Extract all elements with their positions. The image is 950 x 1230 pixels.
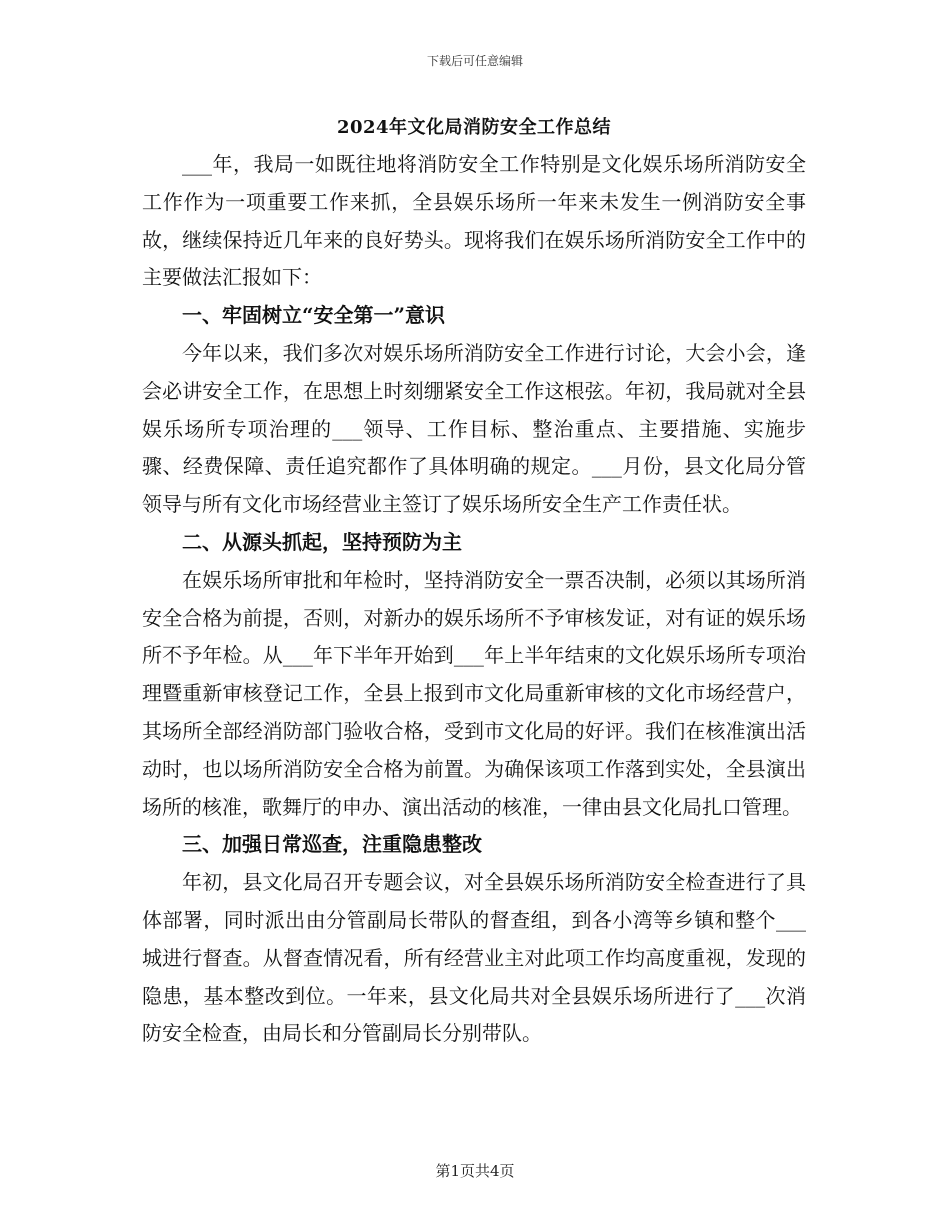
- page-number: 第1页共4页: [435, 1162, 515, 1180]
- section-body-3: 年初，县文化局召开专题会议，对全县娱乐场所消防安全检查进行了具体部署，同时派出由分管副局长带队的督查组，到各小湾等乡镇和整个___城进行督查。从督查情况看，所有经营业主对此项工作均高度重视，发现的隐患，基本整改到位。一年来，县文化局共对全县娱乐场所进行了___次消防安全检查，由局长和分管副局长分别带队。: [142, 870, 806, 1046]
- section-heading-2: 二、从源头抓起，坚持预防为主: [182, 529, 462, 554]
- document-body: [142, 110, 806, 1053]
- page-header: 下载后可任意编辑: [426, 54, 523, 68]
- document-title: 2024年文化局消防安全工作总结: [336, 117, 612, 138]
- section-heading-3: 三、加强日常巡查，注重隐患整改: [182, 832, 482, 857]
- section-body-1: 今年以来，我们多次对娱乐场所消防安全工作进行讨论，大会小会，逢会必讲安全工作，在思想上时刻绷紧安全工作这根弦。年初，我局就对全县娱乐场所专项治理的___领导、工作目标、整治重点、主要措施、实施步骤、经费保障、责任追究都作了具体明确的规定。___月份，县文化局分管领导与所有文化市场经营业主签订了娱乐场所安全生产工作责任状。: [142, 340, 806, 517]
- section-heading-1: 一、牢固树立“安全第一”意识: [182, 303, 446, 328]
- intro-paragraph: ___年，我局一如既往地将消防安全工作特别是文化娱乐场所消防安全工作作为一项重要工作来抓，全县娱乐场所一年来未发生一例消防安全事故，继续保持近几年来的良好势头。现将我们在娱乐场所消防安全工作中的主要做法汇报如下：: [142, 152, 806, 290]
- section-body-2: 在娱乐场所审批和年检时，坚持消防安全一票否决制，必须以其场所消安全合格为前提，否则，对新办的娱乐场所不予审核发证，对有证的娱乐场所不予年检。从___年下半年开始到___年上半年结束的文化娱乐场所专项治理暨重新审核登记工作，全县上报到市文化局重新审核的文化市场经营户，其场所全部经消防部门验收合格，受到市文化局的好评。我们在核准演出活动时，也以场所消防安全合格为前置。为确保该项工作落到实处，全县演出场所的核准，歌舞厅的申办、演出活动的核准，一律由县文化局扎口管理。: [142, 567, 806, 819]
